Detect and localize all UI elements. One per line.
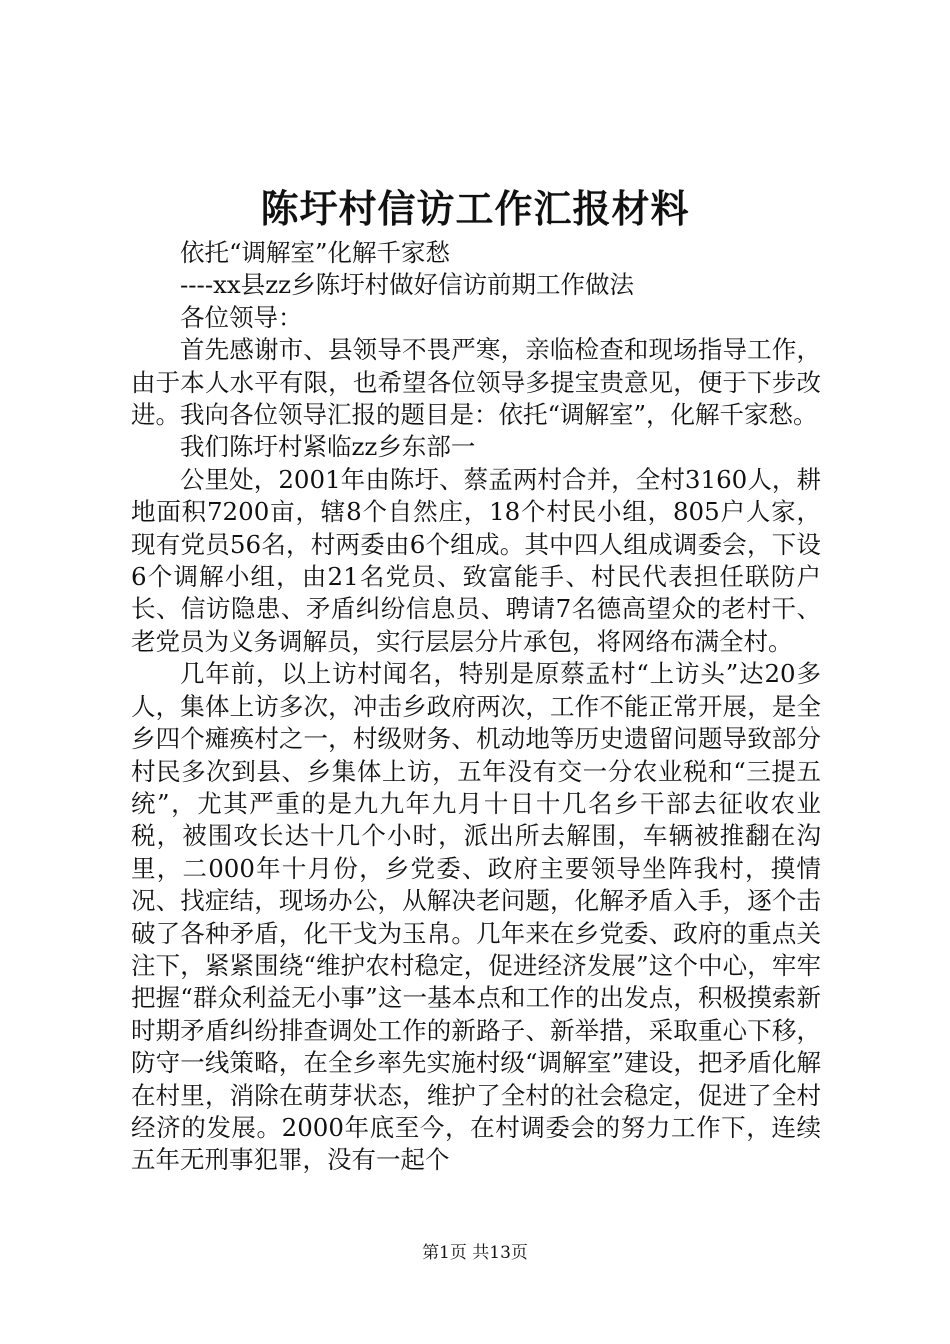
salutation: 各位领导： (180, 302, 303, 332)
document-body (131, 237, 821, 1177)
body-paragraph: 首先感谢市、县领导不畏严寒，亲临检查和现场指导工作，由于本人水平有限，也希望各位领导多提宝贵意见，便于下步改进。我向各位领导汇报的题目是：依托“调解室”，化解千家愁。 (131, 335, 821, 430)
body-paragraph: 我们陈圩村紧临zz乡东部一 (180, 432, 476, 462)
body-paragraph: 公里处，2001年由陈圩、蔡孟两村合并，全村3160人，耕地面积7200亩，辖8个自然庄，18个村民小组，805户人家，现有党员56名，村两委由6个组成。其中四人组成调委会，下设6个调解小组，由21名党员、致富能手、村民代表担任联防户长、信访隐患、矛盾纠纷信息员、聘请7名德高望众的老村干、老党员为义务调解员，实行层层分片承包，将网络布满全村。 (131, 464, 821, 656)
subtitle-line: 依托“调解室”化解千家愁 (180, 238, 451, 267)
page-footer: 第1页 共13页 (422, 1243, 528, 1263)
body-paragraph: 几年前，以上访村闻名，特别是原蔡孟村“上访头”达20多人，集体上访多次，冲击乡政府两次，工作不能正常开展，是全乡四个瘫痪村之一，村级财务、机动地等历史遗留问题导致部分村民多次到县、乡集体上访，五年没有交一分农业税和“三提五统”，尤其严重的是九九年九月十日十几名乡干部去征收农业税，被围攻长达十几个小时，派出所去解围，车辆被推翻在沟里，二000年十月份，乡党委、政府主要领导坐阵我村，摸情况、找症结，现场办公，从解决老问题，化解矛盾入手，逐个击破了各种矛盾，化干戈为玉帛。几年来在乡党委、政府的重点关注下，紧紧围绕“维护农村稳定，促进经济发展”这个中心，牢牢把握“群众利益无小事”这一基本点和工作的出发点，积极摸索新时期矛盾纠纷排查调处工作的新路子、新举措，采取重心下移，防守一线策略，在全乡率先实施村级“调解室”建设，把矛盾化解在村里，消除在萌芽状态，维护了全村的社会稳定，促进了全村经济的发展。2000年底至今，在村调委会的努力工作下，连续五年无刑事犯罪，没有一起个 (131, 659, 821, 1175)
document-title: 陈圩村信访工作汇报材料 (260, 186, 690, 231)
subtitle-byline: ----xx县zz乡陈圩村做好信访前期工作做法 (180, 270, 635, 300)
